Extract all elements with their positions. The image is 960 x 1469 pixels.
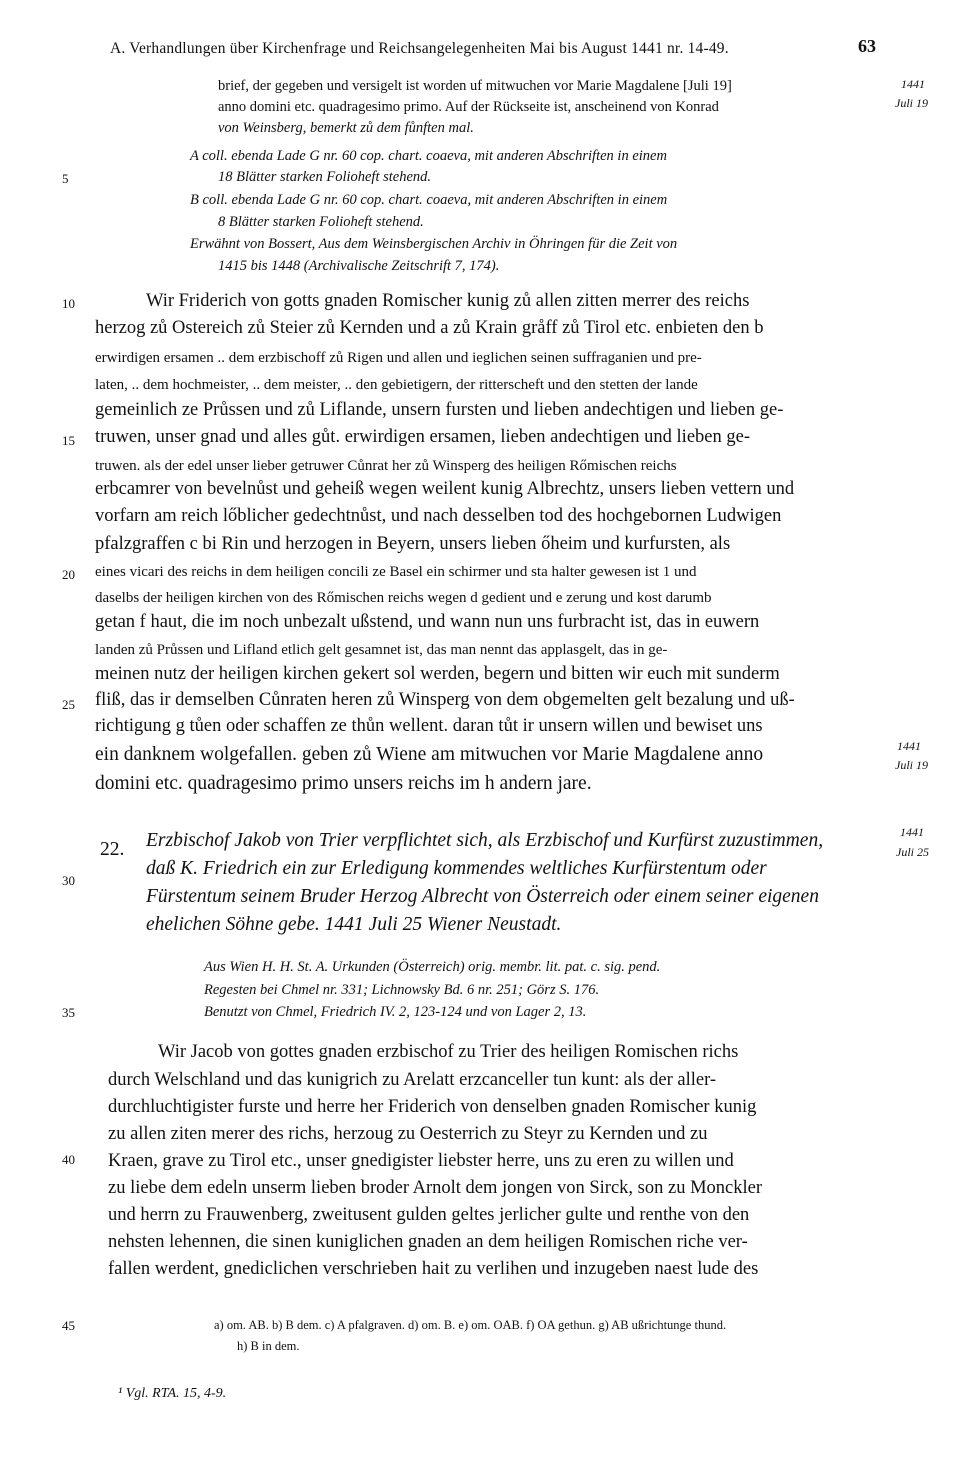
content-footnote: ¹ Vgl. RTA. 15, 4-9. — [118, 1386, 227, 1401]
text-line: getan f haut, die im noch unbezalt ußstend, und wann nun uns furbracht ist, das in euwern — [95, 612, 760, 632]
source-b-cont: 8 Blätter starken Folioheft stehend. — [218, 214, 424, 230]
text-line: nehsten lehennen, die sinen kuniglichen gnaden an dem heiligen Romischen riche ver- — [108, 1232, 748, 1252]
margin-year-2: 1441 — [897, 739, 921, 753]
margin-year-1: 1441 — [901, 77, 925, 91]
line-number: 10 — [62, 296, 75, 311]
mention: Erwähnt von Bossert, Aus dem Weinsbergischen Archiv in Öhringen für die Zeit von — [190, 236, 678, 252]
line-number: 15 — [62, 433, 75, 448]
text-line: fliß, das ir demselben Cůnraten heren zů Winsperg von dem obgemelten gelt bezalung und uß- — [95, 690, 795, 710]
text-line: durch Welschland und das kunigrich zu Arelatt erzcanceller tun kunt: als der aller- — [108, 1070, 717, 1090]
text-line: Wir Friderich von gotts gnaden Romischer kunig zů allen zitten merrer des reichs — [146, 291, 750, 311]
margin-year-3: 1441 — [900, 825, 924, 839]
text-line: daselbs der heiligen kirchen von des Rőmischen reichs wegen d gedient und e zerung und kost darumb — [95, 590, 712, 606]
text-line: erwirdigen ersamen .. dem erzbischoff zů Rigen und allen und ieglichen seinen suffraganien und pre- — [95, 350, 702, 366]
source-line: Benutzt von Chmel, Friedrich IV. 2, 123-124 und von Lager 2, 13. — [204, 1004, 587, 1020]
source-a: A coll. ebenda Lade G nr. 60 cop. chart. coaeva, mit anderen Abschriften in einem — [190, 148, 667, 164]
line-number: 5 — [62, 171, 69, 186]
variant-footnotes: a) om. AB. b) B dem. c) A pfalgraven. d) om. B. e) om. OAB. f) OA gethun. g) AB ußrichtunge thund. — [214, 1318, 727, 1332]
text-line: richtigung g tůen oder schaffen ze thůn wellent. daran tůt ir unsern willen und bewiset uns — [95, 716, 763, 736]
text-line: gemeinlich ze Průssen und zů Liflande, unsern fursten und lieben andechtigen und lieben ge- — [95, 400, 784, 420]
source-line: Aus Wien H. H. St. A. Urkunden (Österreich) orig. membr. lit. pat. c. sig. pend. — [204, 959, 661, 975]
margin-date-3: Juli 25 — [896, 845, 929, 859]
text-line: domini etc. quadragesimo primo unsers reichs im h andern jare. — [95, 773, 592, 794]
text-line: Wir Jacob von gottes gnaden erzbischof zu Trier des heiligen Romischen richs — [158, 1042, 739, 1062]
line-number: 40 — [62, 1152, 75, 1167]
line-number: 35 — [62, 1005, 75, 1020]
running-title: A. Verhandlungen über Kirchenfrage und Reichsangelegenheiten Mai bis August 1441 nr. 14-49. — [110, 40, 729, 57]
text-line: erbcamrer von bevelnůst und geheiß wegen weilent kunig Albrechtz, unsers lieben vettern und — [95, 479, 795, 499]
source-a-cont: 18 Blätter starken Folioheft stehend. — [218, 169, 432, 185]
regest-line: ehelichen Söhne gebe. 1441 Juli 25 Wiener Neustadt. — [146, 914, 562, 935]
text-line: truwen, unser gnad und alles gůt. erwirdigen ersamen, lieben andechtigen und lieben ge- — [95, 427, 750, 447]
regest-line: daß K. Friedrich ein zur Erledigung kommendes weltliches Kurfürstentum oder — [146, 858, 767, 879]
text-line: herzog zů Ostereich zů Steier zů Kernden und a zů Krain gråff zů Tirol etc. enbieten den b — [95, 318, 764, 338]
line-number: 20 — [62, 567, 75, 582]
text-line: laten, .. dem hochmeister, .. dem meister, .. den gebietigern, der ritterscheft und den stetten der lande — [95, 377, 698, 393]
line-number: 30 — [62, 873, 75, 888]
variant-footnotes-cont: h) B in dem. — [237, 1339, 300, 1353]
text-line: vorfarn am reich lőblicher gedechtnůst, und nach desselben tod des hochgebornen Ludwigen — [95, 506, 782, 526]
source-b: B coll. ebenda Lade G nr. 60 cop. chart. coaeva, mit anderen Abschriften in einem — [190, 192, 668, 208]
text-line: landen zů Průssen und Lifland etlich gelt gesamnet ist, das man nennt das applasgelt, das in ge- — [95, 642, 668, 658]
document-number: 22. — [100, 839, 125, 860]
text-line: pfalzgraffen c bi Rin und herzogen in Beyern, unsers lieben őheim und kurfursten, als — [95, 534, 731, 554]
intro-line-3: von Weinsberg, bemerkt zů dem fůnften mal. — [218, 120, 474, 136]
text-line: truwen. als der edel unser lieber getruwer Cůnrat her zů Winsperg des heiligen Rőmischen reichs — [95, 458, 677, 474]
regest-line: Erzbischof Jakob von Trier verpflichtet sich, als Erzbischof und Kurfürst zuzustimmen, — [146, 830, 824, 851]
margin-date-1: Juli 19 — [895, 96, 928, 110]
regest-line: Fürstentum seinem Bruder Herzog Albrecht von Österreich oder einem seiner eigenen — [146, 886, 819, 907]
text-line: und herrn zu Frauwenberg, zweitusent gulden geltes jerlicher gulte und renthe von den — [108, 1205, 750, 1225]
text-line: ein danknem wolgefallen. geben zů Wiene am mitwuchen vor Marie Magdalene anno — [95, 744, 764, 765]
text-line: meinen nutz der heiligen kirchen gekert sol werden, begern und bitten wir euch mit sunderm — [95, 664, 780, 684]
intro-line-1: brief, der gegeben und versigelt ist worden uf mitwuchen vor Marie Magdalene [Juli 19] — [218, 78, 732, 94]
line-number: 45 — [62, 1318, 75, 1333]
text-line: fallen werdent, gnediclichen verschrieben hait zu verlihen und inzugeben naest lude des — [108, 1259, 759, 1279]
source-line: Regesten bei Chmel nr. 331; Lichnowsky Bd. 6 nr. 251; Görz S. 176. — [204, 982, 600, 998]
text-line: zu liebe dem edeln unserm lieben broder Arnolt dem jongen von Sirck, son zu Monckler — [108, 1178, 763, 1198]
intro-line-2: anno domini etc. quadragesimo primo. Auf der Rückseite ist, anscheinend von Konrad — [218, 99, 719, 115]
text-line: Kraen, grave zu Tirol etc., unser gnedigister liebster herre, uns zu eren zu willen und — [108, 1151, 734, 1171]
mention-cont: 1415 bis 1448 (Archivalische Zeitschrift 7, 174). — [218, 258, 500, 274]
text-line: zu allen ziten merer des richs, herzoug zu Oesterrich zu Steyr zu Kernden und zu — [108, 1124, 708, 1144]
page-number: 63 — [858, 36, 876, 56]
text-line: eines vicari des reichs in dem heiligen concili ze Basel ein schirmer und sta halter gewesen ist 1 und — [95, 564, 697, 580]
margin-date-2: Juli 19 — [895, 758, 928, 772]
line-number: 25 — [62, 697, 75, 712]
text-line: durchluchtigister furste und herre her Friderich von denselben gnaden Romischer kunig — [108, 1097, 757, 1117]
